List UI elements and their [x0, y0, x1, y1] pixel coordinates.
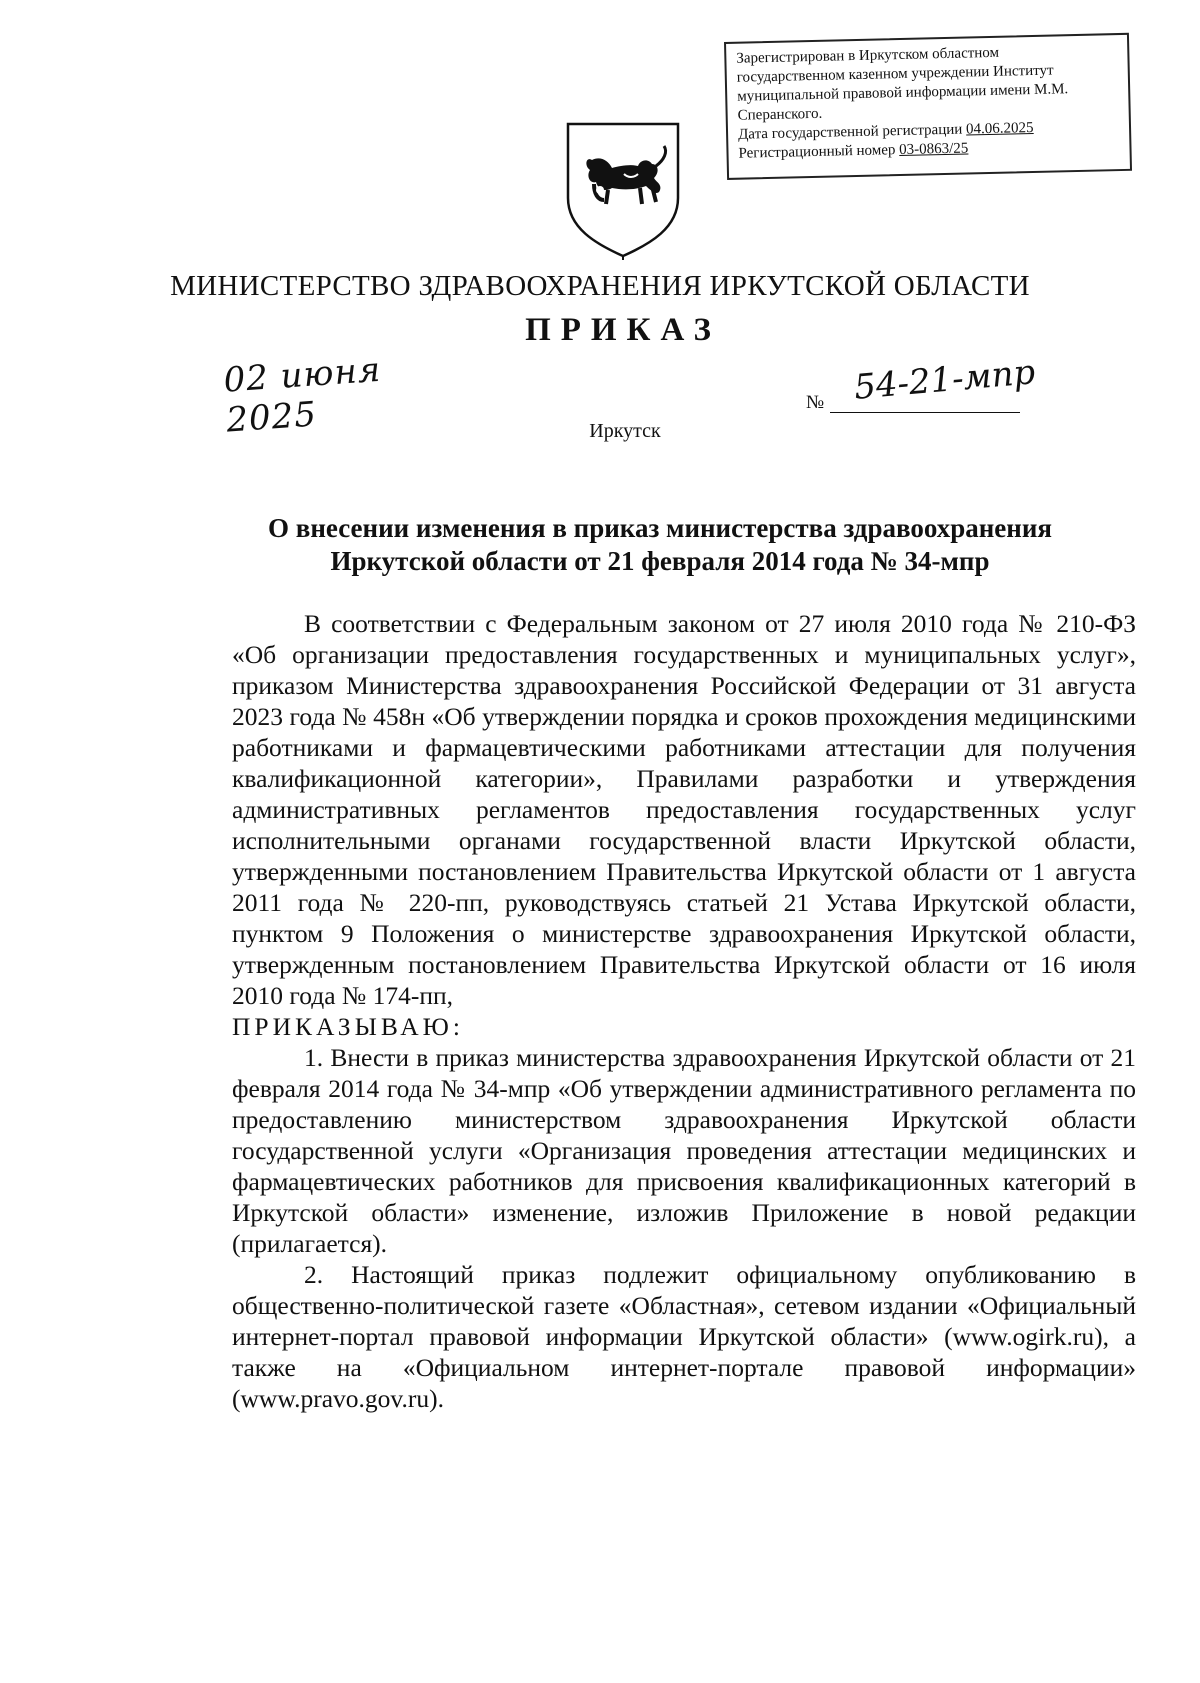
handwritten-number: 54-21-мпр [852, 352, 1037, 408]
stamp-date-value: 04.06.2025 [965, 120, 1034, 138]
stamp-line: Сперанского. [737, 105, 823, 124]
stamp-number-label: Регистрационный номер [738, 142, 896, 162]
stamp-number-value: 03-0863/25 [898, 140, 969, 159]
ministry-name: МИНИСТЕРСТВО ЗДРАВООХРАНЕНИЯ ИРКУТСКОЙ ОБЛАСТИ [170, 270, 1030, 302]
document-title [160, 512, 1160, 578]
stamp-line: муниципальной правовой информации имени М.М. [737, 81, 1069, 105]
stamp-date-label: Дата государственной регистрации [737, 121, 963, 143]
title-line: О внесении изменения в приказ министерства здравоохранения [268, 513, 1052, 543]
item-1-paragraph: 1. Внести в приказ министерства здравоохранения Иркутской области от 21 февраля 2014 года № 34-мпр «Об утверждении административного регламента по предоставлению министерством здравоохранения Иркутской области государственной услуги «Организация проведения аттестации медицинских и фармацевтических работников для присвоения квалификационных категорий в Иркутской области» изменение, изложив Приложение в новой редакции (прилагается). [232, 1043, 1136, 1258]
number-underline [830, 412, 1020, 413]
handwritten-date: 02 июня 2025 [222, 349, 383, 441]
number-sign: № [806, 392, 825, 413]
stamp-line: Зарегистрирован в Иркутском областном [736, 44, 1000, 67]
item-2-paragraph: 2. Настоящий приказ подлежит официальному опубликованию в общественно-политической газете «Областная», сетевом издании «Официальный интернет-портал правовой информации Иркутской области» (www.ogirk.ru), а также на «Официальном интернет-портале правовой информации» (www.pravo.gov.ru). [232, 1260, 1136, 1413]
title-line: Иркутской области от 21 февраля 2014 года № 34-мпр [330, 546, 990, 576]
ordered-heading: ПРИКАЗЫВАЮ: [232, 1012, 464, 1041]
document-body [232, 608, 1136, 1414]
coat-of-arms-icon [564, 120, 682, 260]
document-type-heading: ПРИКАЗ [525, 312, 721, 348]
stamp-line: государственном казенном учреждении Институт [736, 62, 1054, 86]
city-name: Иркутск [589, 420, 661, 442]
preamble-paragraph: В соответствии с Федеральным законом от 27 июля 2010 года № 210-ФЗ «Об организации предоставления государственных и муниципальных услуг», приказом Министерства здравоохранения Российской Федерации от 31 августа 2023 года № 458н «Об утверждении порядка и сроков прохождения медицинскими работниками и фармацевтическими работниками аттестации для получения квалификационной категории», Правилами разработки и утверждения административных регламентов предоставления государственных услуг исполнительными органами государственной власти Иркутской области, утвержденными постановлением Правительства Иркутской области от 1 августа 2011 года № 220-пп, руководствуясь статьей 21 Устава Иркутской области, пунктом 9 Положения о министерстве здравоохранения Иркутской области, утвержденным постановлением Правительства Иркутской области от 16 июля 2010 года № 174-пп, [232, 609, 1136, 1010]
registration-stamp [724, 33, 1132, 180]
